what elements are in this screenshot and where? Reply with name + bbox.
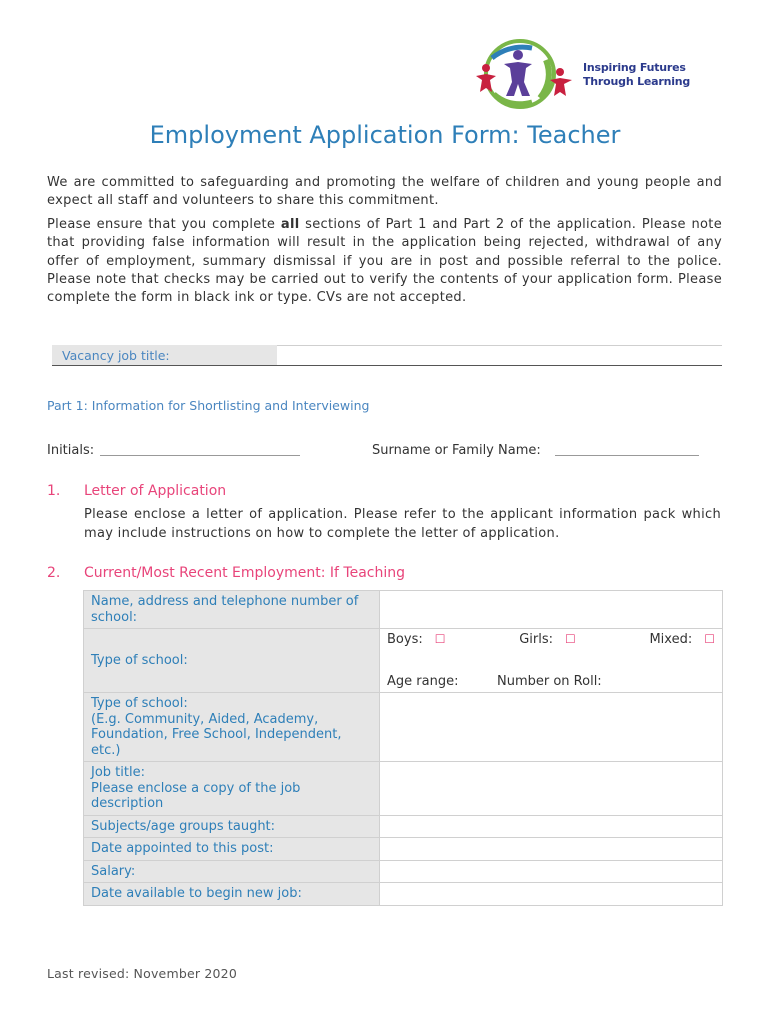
employment-table [83,590,723,906]
age-range-label: Age range: [387,673,459,689]
date-appointed-label: Date appointed to this post: [84,838,380,861]
section1-number: 1. [47,483,61,499]
part1-heading: Part 1: Information for Shortlisting and Interviewing [47,398,370,413]
girls-label: Girls: [519,632,553,647]
vacancy-underline [52,365,722,366]
school-name-field[interactable] [380,591,723,629]
number-on-roll-label: Number on Roll: [497,673,602,689]
footer-revision-date: Last revised: November 2020 [47,966,237,981]
section2-number: 2. [47,565,61,581]
date-appointed-field[interactable] [380,838,723,861]
table-row [84,629,723,693]
table-row [84,762,723,816]
girls-checkbox-icon[interactable]: ☐ [564,632,576,646]
age-roll-row [387,674,715,690]
mixed-option[interactable] [649,632,715,648]
table-row [84,838,723,861]
surname-label: Surname or Family Name: [372,443,541,458]
initials-field[interactable] [100,455,300,456]
intro-paragraph-2-end: sections of Part 1 and Part 2 of the application. Please note that providing false information will result in the application being rejected, withdrawal of any offer of employment, summary dismissal if you are in post and possible referral to the police. Please note that checks may be carried out to verify the contents of your application form. Please complete the form in black ink or type. CVs are not accepted. [47,217,722,306]
page-title: Employment Application Form: Teacher [149,121,621,149]
logo-text-line1: Inspiring Futures [583,61,686,74]
table-row [84,883,723,906]
vacancy-job-title-label: Vacancy job title: [62,348,170,363]
school-name-label: Name, address and telephone number of school: [84,591,380,629]
mixed-checkbox-icon[interactable]: ☐ [704,632,715,646]
table-row [84,860,723,883]
salary-label: Salary: [84,860,380,883]
date-available-label: Date available to begin new job: [84,883,380,906]
table-row [84,815,723,838]
type-of-school-example-note: (E.g. Community, Aided, Academy, Foundation, Free School, Independent, etc.) [91,711,342,758]
job-title-title: Job title: [91,765,145,780]
table-row [84,693,723,762]
date-available-field[interactable] [380,883,723,906]
vacancy-job-title-field[interactable] [278,346,722,365]
boys-checkbox-icon[interactable]: ☐ [434,632,446,646]
section1-title: Letter of Application [84,483,227,499]
subjects-field[interactable] [380,815,723,838]
type-of-school-options [380,629,723,693]
job-title-label [84,762,380,816]
intro-paragraph-2 [47,216,722,307]
boys-label: Boys: [387,632,423,647]
job-title-note: Please enclose a copy of the job description [91,780,301,811]
girls-option[interactable] [519,632,576,648]
subjects-label: Subjects/age groups taught: [84,815,380,838]
section2-title: Current/Most Recent Employment: If Teaching [84,565,405,581]
logo-text-line2: Through Learning [583,75,691,88]
job-title-field[interactable] [380,762,723,816]
initials-label: Initials: [47,443,95,458]
intro-paragraph-2-bold: all [280,217,300,232]
mixed-label: Mixed: [649,632,693,647]
intro-paragraph-2-start: Please ensure that you complete [47,217,281,232]
section1-text: Please enclose a letter of application. Please refer to the applicant information pack which may include instructions on how to complete the letter of application. [84,507,721,541]
type-of-school-example-title: Type of school: [91,696,188,711]
salary-field[interactable] [380,860,723,883]
type-of-school-example-label [84,693,380,762]
intro-paragraph-1: We are committed to safeguarding and promoting the welfare of children and young people and expect all staff and volunteers to share this commitment. [47,175,722,209]
gender-options [387,632,715,648]
type-of-school-field[interactable] [380,693,723,762]
table-row [84,591,723,629]
school-logo [470,38,700,110]
logo-emblem-icon [470,38,580,110]
type-of-school-label: Type of school: [84,629,380,693]
surname-field[interactable] [555,455,699,456]
boys-option[interactable] [387,632,445,648]
